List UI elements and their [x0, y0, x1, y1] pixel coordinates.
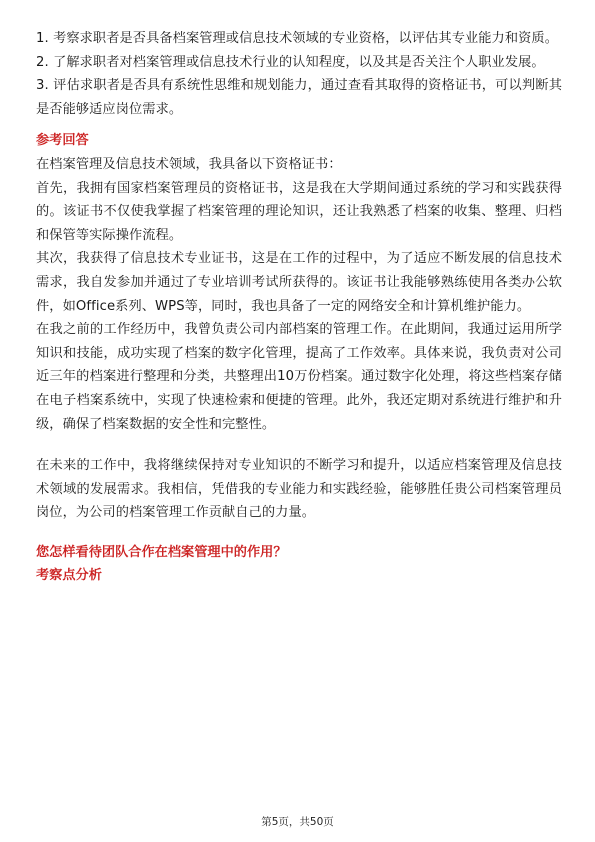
page-footer: 第5页，共50页: [261, 816, 334, 828]
answer-intro: 在档案管理及信息技术领域，我具备以下资格证书：: [36, 156, 342, 172]
answer-paragraph-experience: 在我之前的工作经历中，我曾负责公司内部档案的管理工作。在此期间，我通过运用所学知识和技能，成功实现了档案的数字化管理，提高了工作效率。具体来说，我负责对公司近三年的档案进行整理和分类，共整理出10万份档案。通过数字化处理，将这些档案存储在电子档案系统中，实现了快速检索和便捷的管理。此外，我还定期对系统进行维护和升级，确保了档案数据的安全性和完整性。: [36, 322, 562, 432]
answer-heading: 参考回答: [36, 133, 89, 149]
criterion-2: 2. 了解求职者对档案管理或信息技术行业的认知程度，以及其是否关注个人职业发展。: [36, 54, 545, 70]
page-content: [36, 27, 562, 588]
analysis-heading: 考察点分析: [36, 568, 102, 584]
next-question-heading: 您怎样看待团队合作在档案管理中的作用？: [36, 544, 287, 560]
closing-paragraph: 在未来的工作中，我将继续保持对专业知识的不断学习和提升，以适应档案管理及信息技术领域的发展需求。我相信，凭借我的专业能力和实践经验，能够胜任贵公司档案管理员岗位，为公司的档案管理工作贡献自己的力量。: [36, 458, 562, 521]
answer-paragraph-second: 其次，我获得了信息技术专业证书，这是在工作的过程中，为了适应不断发展的信息技术需求，我自发参加并通过了专业培训考试所获得的。该证书让我能够熟练使用各类办公软件，如Office系列、WPS等，同时，我也具备了一定的网络安全和计算机维护能力。: [36, 251, 562, 314]
criterion-1: 1. 考察求职者是否具备档案管理或信息技术领域的专业资格，以评估其专业能力和资质。: [36, 31, 558, 46]
criterion-3: 3. 评估求职者是否具有系统性思维和规划能力，通过查看其取得的资格证书，可以判断其是否能够适应岗位需求。: [36, 78, 562, 117]
answer-paragraph-first: 首先，我拥有国家档案管理员的资格证书，这是我在大学期间通过系统的学习和实践获得的。该证书不仅使我掌握了档案管理的理论知识，还让我熟悉了档案的收集、整理、归档和保管等实际操作流程。: [36, 180, 562, 243]
